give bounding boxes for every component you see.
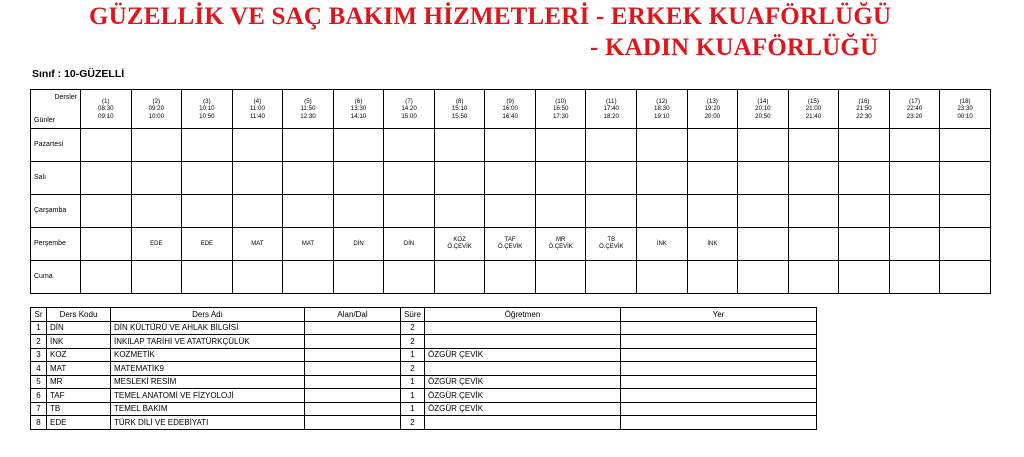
corner-label-days: Günler bbox=[34, 116, 56, 124]
schedule-cell bbox=[485, 195, 536, 228]
schedule-cell bbox=[81, 162, 132, 195]
schedule-cell bbox=[434, 228, 485, 261]
lesson-row bbox=[31, 321, 817, 335]
lesson-code: TB bbox=[47, 402, 111, 416]
period-num: (14) bbox=[757, 97, 769, 105]
schedule-cell bbox=[434, 129, 485, 162]
lesson-duration: 2 bbox=[401, 335, 425, 349]
schedule-cell bbox=[131, 195, 182, 228]
lesson-name: TEMEL ANATOMİ VE FİZYOLOJİ bbox=[111, 389, 305, 403]
lesson-teacher bbox=[425, 362, 621, 376]
period-num: (3) bbox=[203, 97, 211, 105]
lesson-teacher: ÖZGÜR ÇEVİK bbox=[425, 348, 621, 362]
lesson-code: MAT bbox=[251, 240, 264, 247]
day-name: Çarşamba bbox=[31, 195, 81, 228]
teacher-short: Ö.ÇEVİK bbox=[548, 244, 573, 250]
period-num: (17) bbox=[909, 97, 921, 105]
period-num: (4) bbox=[253, 97, 262, 105]
period-start: 08:30 bbox=[98, 105, 114, 113]
lesson-code: DİN bbox=[47, 321, 111, 335]
schedule-cell bbox=[333, 162, 384, 195]
schedule-cell bbox=[434, 162, 485, 195]
period-end: 12:30 bbox=[300, 112, 316, 120]
schedule-cell bbox=[182, 162, 233, 195]
lesson-area bbox=[305, 335, 401, 349]
period-header bbox=[81, 90, 132, 129]
schedule-cell bbox=[333, 129, 384, 162]
period-header bbox=[535, 90, 586, 129]
period-header bbox=[940, 90, 991, 129]
schedule-cell bbox=[738, 195, 789, 228]
schedule-cell bbox=[182, 129, 233, 162]
lesson-teacher bbox=[425, 321, 621, 335]
schedule-cell bbox=[131, 162, 182, 195]
schedule-cell bbox=[940, 195, 991, 228]
period-num: (2) bbox=[152, 97, 161, 105]
period-end: 15:50 bbox=[451, 112, 468, 120]
schedule-cell bbox=[738, 129, 789, 162]
period-num: (5) bbox=[304, 97, 312, 105]
period-num: (13) bbox=[706, 97, 718, 105]
day-name: Perşembe bbox=[31, 228, 81, 261]
period-num: (7) bbox=[405, 97, 413, 105]
lesson-place bbox=[621, 402, 817, 416]
schedule-cell bbox=[384, 129, 435, 162]
lesson-place bbox=[621, 362, 817, 376]
period-end: 15:00 bbox=[401, 112, 417, 120]
period-num: (11) bbox=[605, 97, 617, 105]
schedule-cell bbox=[637, 228, 688, 261]
lesson-sr: 4 bbox=[31, 362, 47, 376]
lesson-area bbox=[305, 402, 401, 416]
header-lesson-name: Ders Adı bbox=[111, 308, 305, 322]
period-end: 10:00 bbox=[148, 112, 165, 120]
page-title-line-2: - KADIN KUAFÖRLÜĞÜ bbox=[590, 34, 879, 61]
schedule-cell bbox=[283, 261, 334, 294]
schedule-cell bbox=[131, 261, 182, 294]
schedule-cell bbox=[384, 261, 435, 294]
lesson-sr: 1 bbox=[31, 321, 47, 335]
schedule-cell bbox=[182, 195, 233, 228]
lesson-name: İNKILAP TARİHİ VE ATATÜRKÇÜLÜK bbox=[111, 335, 305, 349]
lesson-code: İNK bbox=[47, 335, 111, 349]
lesson-code: TB bbox=[607, 237, 616, 243]
header-place: Yer bbox=[621, 308, 817, 322]
lesson-name: MESLEKİ RESİM bbox=[111, 375, 305, 389]
schedule-cell bbox=[283, 129, 334, 162]
period-end: 16:40 bbox=[502, 112, 518, 120]
schedule-cell bbox=[232, 195, 283, 228]
period-start: 20:10 bbox=[755, 105, 771, 113]
header-teacher: Öğretmen bbox=[425, 308, 621, 322]
schedule-cell bbox=[637, 129, 688, 162]
period-end: 14:10 bbox=[350, 112, 367, 120]
period-start: 16:00 bbox=[502, 105, 518, 113]
schedule-cell bbox=[586, 261, 637, 294]
schedule-cell bbox=[586, 228, 637, 261]
lesson-area bbox=[305, 389, 401, 403]
schedule-cell bbox=[535, 228, 586, 261]
period-header bbox=[182, 90, 233, 129]
lesson-name: DİN KÜLTÜRÜ VE AHLAK BİLGİSİ bbox=[111, 321, 305, 335]
lesson-row bbox=[31, 348, 817, 362]
lesson-name: MATEMATİK9 bbox=[111, 362, 305, 376]
lesson-teacher: ÖZGÜR ÇEVİK bbox=[425, 402, 621, 416]
lesson-teacher: ÖZGÜR ÇEVİK bbox=[425, 375, 621, 389]
period-start: 21:00 bbox=[805, 105, 822, 113]
header-sr: Sr bbox=[31, 308, 47, 322]
lesson-duration: 2 bbox=[401, 362, 425, 376]
schedule-cell bbox=[232, 228, 283, 261]
schedule-cell bbox=[788, 228, 839, 261]
lesson-code: MAT bbox=[47, 362, 111, 376]
period-start: 15:10 bbox=[451, 105, 468, 113]
day-row bbox=[31, 195, 991, 228]
lesson-code: KOZ bbox=[453, 237, 466, 243]
schedule-cell bbox=[131, 129, 182, 162]
period-num: (6) bbox=[354, 97, 363, 105]
period-end: 19:10 bbox=[654, 112, 670, 120]
lesson-row bbox=[31, 416, 817, 430]
schedule-cell bbox=[586, 162, 637, 195]
schedule-cell bbox=[586, 129, 637, 162]
lesson-row bbox=[31, 335, 817, 349]
schedule-cell bbox=[333, 261, 384, 294]
period-header bbox=[333, 90, 384, 129]
day-row bbox=[31, 162, 991, 195]
lesson-code: TAF bbox=[47, 389, 111, 403]
schedule-cell bbox=[485, 129, 536, 162]
lesson-area bbox=[305, 416, 401, 430]
lesson-place bbox=[621, 348, 817, 362]
teacher-short: Ö.ÇEVİK bbox=[599, 244, 624, 250]
period-start: 22:40 bbox=[906, 105, 923, 113]
lesson-sr: 6 bbox=[31, 389, 47, 403]
period-start: 16:50 bbox=[552, 105, 569, 113]
period-num: (16) bbox=[858, 97, 870, 105]
lesson-code: DİN bbox=[353, 240, 364, 247]
lesson-row bbox=[31, 375, 817, 389]
lesson-area bbox=[305, 348, 401, 362]
schedule-cell bbox=[434, 195, 485, 228]
schedule-cell bbox=[283, 195, 334, 228]
corner-cell bbox=[31, 90, 81, 129]
lesson-place bbox=[621, 416, 817, 430]
schedule-cell bbox=[889, 195, 940, 228]
lesson-teacher bbox=[425, 416, 621, 430]
lesson-teacher bbox=[425, 335, 621, 349]
lesson-place bbox=[621, 321, 817, 335]
period-header bbox=[687, 90, 738, 129]
schedule-cell bbox=[788, 195, 839, 228]
schedule-cell bbox=[586, 195, 637, 228]
schedule-cell bbox=[232, 129, 283, 162]
period-header bbox=[586, 90, 637, 129]
schedule-cell bbox=[940, 228, 991, 261]
period-end: 10:50 bbox=[199, 112, 215, 120]
schedule-cell bbox=[81, 129, 132, 162]
schedule-cell bbox=[940, 129, 991, 162]
period-start: 19:20 bbox=[704, 105, 721, 113]
schedule-cell bbox=[687, 261, 738, 294]
schedule-cell bbox=[637, 195, 688, 228]
lesson-row bbox=[31, 362, 817, 376]
schedule-cell bbox=[283, 162, 334, 195]
period-num: (9) bbox=[506, 97, 514, 105]
period-start: 10:10 bbox=[199, 105, 215, 113]
lesson-sr: 5 bbox=[31, 375, 47, 389]
period-end: 18:20 bbox=[603, 112, 619, 120]
lesson-sr: 2 bbox=[31, 335, 47, 349]
schedule-cell bbox=[333, 228, 384, 261]
lesson-duration: 1 bbox=[401, 402, 425, 416]
schedule-cell bbox=[687, 129, 738, 162]
period-num: (10) bbox=[555, 97, 567, 105]
lesson-duration: 1 bbox=[401, 348, 425, 362]
header-duration: Süre bbox=[401, 308, 425, 322]
lesson-area bbox=[305, 362, 401, 376]
lesson-place bbox=[621, 389, 817, 403]
schedule-cell bbox=[839, 228, 890, 261]
schedule-cell bbox=[283, 228, 334, 261]
lesson-duration: 1 bbox=[401, 375, 425, 389]
period-start: 11:50 bbox=[300, 105, 316, 113]
lesson-row bbox=[31, 402, 817, 416]
lesson-sr: 7 bbox=[31, 402, 47, 416]
lesson-code: MR bbox=[556, 237, 566, 243]
schedule-cell bbox=[738, 228, 789, 261]
period-start: 09:20 bbox=[148, 105, 165, 113]
period-end: 20:50 bbox=[755, 112, 771, 120]
period-header-row bbox=[31, 90, 991, 129]
period-num: (15) bbox=[807, 97, 819, 105]
lesson-code: TAF bbox=[504, 237, 516, 243]
schedule-cell bbox=[384, 228, 435, 261]
period-num: (12) bbox=[656, 97, 668, 105]
period-header bbox=[839, 90, 890, 129]
schedule-cell bbox=[485, 162, 536, 195]
lesson-sr: 8 bbox=[31, 416, 47, 430]
schedule-cell bbox=[940, 162, 991, 195]
lesson-code: DİN bbox=[403, 240, 415, 247]
schedule-cell bbox=[535, 261, 586, 294]
lesson-code: EDE bbox=[150, 240, 163, 247]
period-header bbox=[384, 90, 435, 129]
schedule-cell bbox=[131, 228, 182, 261]
day-row bbox=[31, 261, 991, 294]
schedule-cell bbox=[940, 261, 991, 294]
schedule-cell bbox=[889, 228, 940, 261]
schedule-cell bbox=[81, 228, 132, 261]
teacher-short: Ö.ÇEVİK bbox=[497, 244, 523, 250]
weekly-schedule-table bbox=[30, 89, 991, 294]
schedule-cell bbox=[889, 129, 940, 162]
schedule-cell bbox=[788, 261, 839, 294]
lesson-name: TEMEL BAKIM bbox=[111, 402, 305, 416]
schedule-cell bbox=[333, 195, 384, 228]
schedule-cell bbox=[384, 162, 435, 195]
lesson-duration: 1 bbox=[401, 389, 425, 403]
period-end: 00:10 bbox=[957, 112, 973, 120]
lesson-row bbox=[31, 389, 817, 403]
period-header bbox=[283, 90, 334, 129]
period-start: 23:30 bbox=[957, 105, 973, 113]
period-header bbox=[232, 90, 283, 129]
day-name: Cuma bbox=[31, 261, 81, 294]
lesson-code: KOZ bbox=[47, 348, 111, 362]
period-end: 21:40 bbox=[805, 112, 822, 120]
lesson-code: EDE bbox=[200, 240, 214, 247]
schedule-cell bbox=[738, 162, 789, 195]
schedule-cell bbox=[535, 129, 586, 162]
schedule-cell bbox=[81, 261, 132, 294]
schedule-cell bbox=[788, 162, 839, 195]
schedule-cell bbox=[535, 162, 586, 195]
schedule-cell bbox=[232, 261, 283, 294]
period-header bbox=[889, 90, 940, 129]
lesson-sr: 3 bbox=[31, 348, 47, 362]
schedule-cell bbox=[182, 261, 233, 294]
period-num: (8) bbox=[455, 97, 464, 105]
period-header bbox=[485, 90, 536, 129]
period-end: 20:00 bbox=[704, 112, 721, 120]
lesson-list-table bbox=[30, 307, 817, 430]
lesson-header-row bbox=[31, 308, 817, 322]
period-start: 14:20 bbox=[401, 105, 417, 113]
period-num: (1) bbox=[101, 97, 110, 105]
schedule-cell bbox=[81, 195, 132, 228]
lesson-code: İNK bbox=[656, 240, 667, 247]
period-header bbox=[637, 90, 688, 129]
period-start: 17:40 bbox=[603, 105, 619, 113]
day-row bbox=[31, 228, 991, 261]
lesson-place bbox=[621, 375, 817, 389]
lesson-area bbox=[305, 321, 401, 335]
period-start: 13:30 bbox=[350, 105, 367, 113]
day-row bbox=[31, 129, 991, 162]
schedule-cell bbox=[535, 195, 586, 228]
schedule-cell bbox=[637, 162, 688, 195]
schedule-cell bbox=[687, 228, 738, 261]
period-header bbox=[788, 90, 839, 129]
schedule-cell bbox=[839, 162, 890, 195]
schedule-cell bbox=[738, 261, 789, 294]
schedule-cell bbox=[232, 162, 283, 195]
period-start: 18:30 bbox=[654, 105, 670, 113]
period-start: 21:50 bbox=[856, 105, 872, 113]
schedule-cell bbox=[889, 261, 940, 294]
schedule-cell bbox=[889, 162, 940, 195]
day-name: Salı bbox=[31, 162, 81, 195]
schedule-cell bbox=[687, 195, 738, 228]
period-header bbox=[434, 90, 485, 129]
schedule-cell bbox=[434, 261, 485, 294]
lesson-teacher: ÖZGÜR ÇEVİK bbox=[425, 389, 621, 403]
lesson-area bbox=[305, 375, 401, 389]
period-header bbox=[131, 90, 182, 129]
lesson-code: EDE bbox=[47, 416, 111, 430]
period-end: 11:40 bbox=[249, 112, 265, 120]
page-title-line-1: GÜZELLİK VE SAÇ BAKIM HİZMETLERİ - ERKEK KUAFÖRLÜĞÜ bbox=[89, 3, 892, 30]
lesson-place bbox=[621, 335, 817, 349]
day-name: Pazartesi bbox=[31, 129, 81, 162]
lesson-name: KOZMETİK bbox=[111, 348, 305, 362]
lesson-duration: 2 bbox=[401, 321, 425, 335]
corner-label-lessons: Dersler bbox=[54, 94, 77, 101]
lesson-code: İNK bbox=[707, 240, 718, 247]
lesson-name: TÜRK DİLİ VE EDEBİYATI bbox=[111, 416, 305, 430]
schedule-cell bbox=[788, 129, 839, 162]
schedule-cell bbox=[839, 261, 890, 294]
schedule-cell bbox=[637, 261, 688, 294]
schedule-cell bbox=[485, 261, 536, 294]
period-end: 17:30 bbox=[552, 112, 569, 120]
header-area: Alan/Dal bbox=[305, 308, 401, 322]
teacher-short: Ö.ÇEVİK bbox=[447, 244, 472, 250]
header-lesson-code: Ders Kodu bbox=[47, 308, 111, 322]
period-end: 09:10 bbox=[98, 112, 114, 120]
period-start: 11:00 bbox=[249, 105, 265, 113]
period-end: 23:20 bbox=[906, 112, 923, 120]
period-num: (18) bbox=[959, 97, 971, 105]
lesson-code: MR bbox=[47, 375, 111, 389]
lesson-duration: 2 bbox=[401, 416, 425, 430]
period-end: 22:30 bbox=[856, 112, 872, 120]
schedule-cell bbox=[687, 162, 738, 195]
schedule-cell bbox=[182, 228, 233, 261]
period-header bbox=[738, 90, 789, 129]
schedule-cell bbox=[839, 129, 890, 162]
class-label: Sınıf : 10-GÜZELLİ bbox=[32, 68, 125, 80]
lesson-code: MAT bbox=[301, 240, 315, 247]
schedule-cell bbox=[485, 228, 536, 261]
schedule-cell bbox=[839, 195, 890, 228]
schedule-cell bbox=[384, 195, 435, 228]
